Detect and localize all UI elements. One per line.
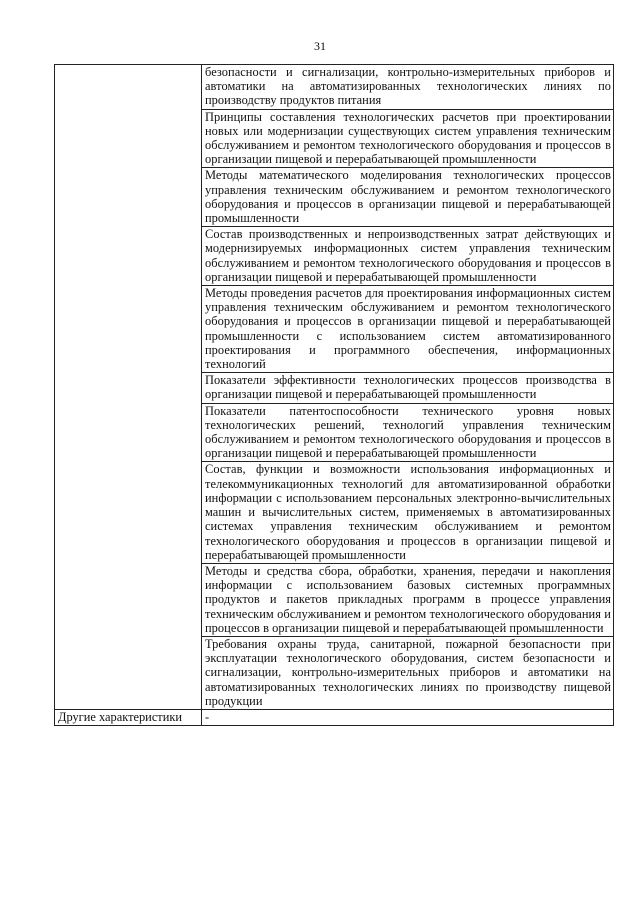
knowledge-cell — [202, 373, 614, 403]
knowledge-cell — [202, 636, 614, 709]
knowledge-cell — [202, 168, 614, 227]
knowledge-text: Методы математического моделирования технологических процессов управления техническим обслуживанием и ремонтом технологического оборудования и процессов в организации пищевой и перерабатывающей промышленности — [205, 168, 611, 226]
knowledge-text: Методы и средства сбора, обработки, хранения, передачи и накопления информации с использованием базовых системных программных продуктов и пакетов прикладных программ в процессе управления техническим обслуживанием и ремонтом технологического оборудования и процессов в организации пищевой и перерабатывающей промышленности — [205, 563, 611, 635]
other-characteristics-label-cell — [55, 709, 202, 725]
knowledge-cell — [202, 462, 614, 563]
page-number: 31 — [314, 39, 326, 53]
knowledge-text: Показатели патентоспособности технического уровня новых технологических решений, технологий управления техническим обслуживанием и ремонтом технологического оборудования и процессов в организации пищевой и перерабатывающей промышленности — [205, 403, 611, 461]
knowledge-text: Состав производственных и непроизводственных затрат действующих и модернизируемых информационных систем управления техническим обслуживанием и ремонтом технологического оборудования и процессов в организации пищевой и перерабатывающей промышленности — [205, 227, 611, 284]
table-row — [55, 65, 614, 110]
knowledge-cell — [202, 403, 614, 462]
knowledge-cell — [202, 65, 614, 110]
knowledge-cell — [202, 227, 614, 286]
knowledge-cell — [202, 109, 614, 168]
other-characteristics-label: Другие характеристики — [58, 709, 183, 724]
label-cell-empty — [55, 65, 202, 710]
knowledge-text: Принципы составления технологических расчетов при проектировании новых или модернизации существующих систем управления техническим обслуживанием и ремонтом технологического оборудования и процессов в организации пищевой и перерабатывающей промышленности — [205, 109, 611, 167]
table-row-other — [55, 709, 614, 725]
knowledge-cell — [202, 563, 614, 636]
knowledge-cell — [202, 286, 614, 373]
knowledge-text: Требования охраны труда, санитарной, пожарной безопасности при эксплуатации технологического оборудования, систем безопасности и сигнализации, контрольно-измерительных приборов и автоматики на автоматизированных технологических линиях по производству пищевой продукции — [205, 636, 611, 708]
knowledge-text: Состав, функции и возможности использования информационных и телекоммуникационных технологий для автоматизированной обработки информации с использованием персональных электронно-вычислительных машин и вычислительных систем, применяемых в автоматизированных системах управления техническим обслуживанием и ремонтом технологического оборудования и процессов в организации пищевой и перерабатывающей промышленности — [205, 462, 611, 562]
other-characteristics-value-cell — [202, 709, 614, 725]
other-characteristics-value: - — [205, 709, 210, 724]
knowledge-text: Методы проведения расчетов для проектирования информационных систем управления техническим обслуживанием и ремонтом технологического оборудования и процессов в организации пищевой и перерабатывающей промышленности с использованием систем автоматизированного проектирования и программного обеспечения, информационных технологий — [205, 286, 611, 372]
knowledge-text: безопасности и сигнализации, контрольно-измерительных приборов и автоматики на автоматизированных технологических линиях по производству продуктов питания — [205, 65, 611, 108]
requirements-table — [54, 64, 614, 726]
knowledge-text: Показатели эффективности технологических процессов производства в организации пищевой и перерабатывающей промышленности — [205, 373, 611, 402]
